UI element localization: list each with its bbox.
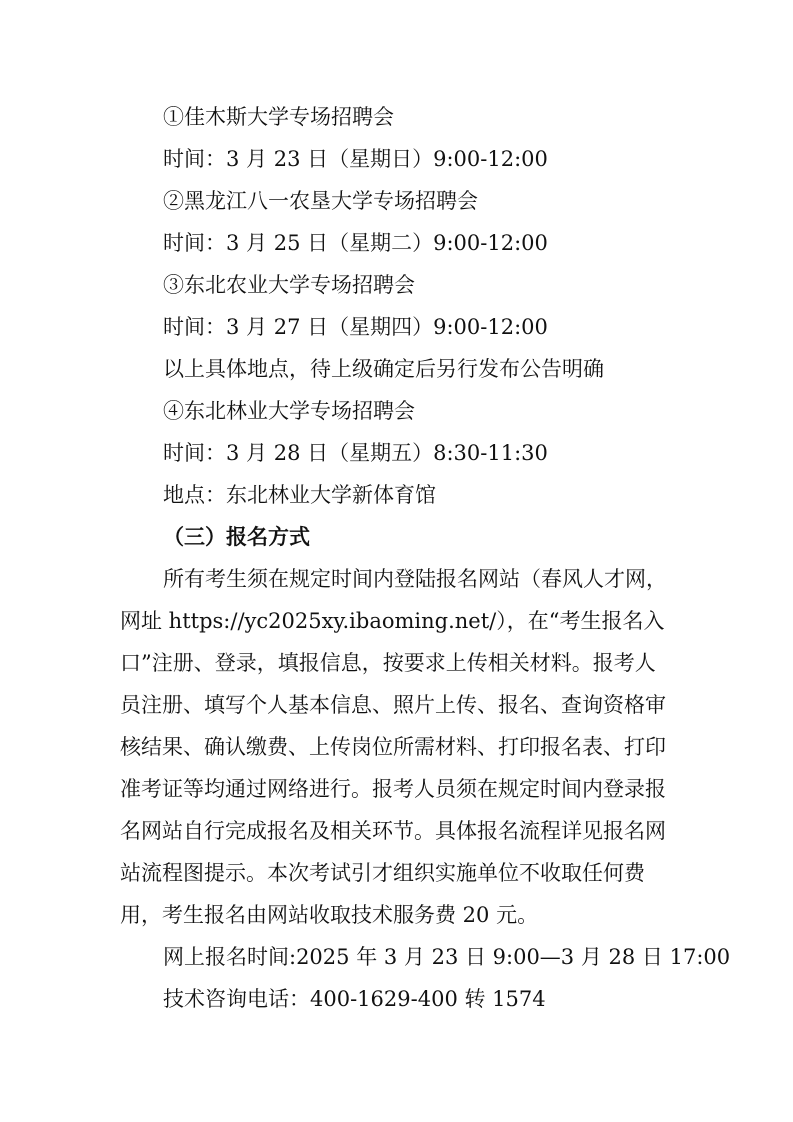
registration-time: 网上报名时间:2025 年 3 月 23 日 9:00—3 月 28 日 17:00 [163,945,731,969]
paragraph-line: 名网站自行完成报名及相关环节。具体报名流程详见报名网 [120,819,666,843]
section-heading: （三）报名方式 [163,524,310,549]
tech-support-phone: 技术咨询电话：400-1629-400 转 1574 [163,987,546,1011]
paragraph-line: 准考证等均通过网络进行。报考人员须在规定时间内登录报 [120,777,666,801]
paragraph-line: 员注册、填写个人基本信息、照片上传、报名、查询资格审 [120,693,666,717]
paragraph-line: 所有考生须在规定时间内登陆报名网站（春风人才网， [163,567,667,591]
session-3-title: ③东北农业大学专场招聘会 [163,273,415,297]
session-2-time: 时间：3 月 25 日（星期二）9:00-12:00 [163,231,548,255]
session-2-title: ②黑龙江八一农垦大学专场招聘会 [163,189,478,213]
location-note: 以上具体地点，待上级确定后另行发布公告明确 [163,357,604,381]
session-1-time: 时间：3 月 23 日（星期日）9:00-12:00 [163,147,548,171]
session-3-time: 时间：3 月 27 日（星期四）9:00-12:00 [163,315,548,339]
paragraph-line: 核结果、确认缴费、上传岗位所需材料、打印报名表、打印 [120,735,666,759]
session-4-location: 地点：东北林业大学新体育馆 [163,483,436,507]
paragraph-line: 站流程图提示。本次考试引才组织实施单位不收取任何费 [120,861,645,885]
paragraph-line: 用，考生报名由网站收取技术服务费 20 元。 [120,903,539,927]
paragraph-line: 口”注册、登录，填报信息，按要求上传相关材料。报考人 [120,651,656,675]
session-1-title: ①佳木斯大学专场招聘会 [163,105,394,129]
session-4-time: 时间：3 月 28 日（星期五）8:30-11:30 [163,441,548,465]
session-4-title: ④东北林业大学专场招聘会 [163,399,415,423]
paragraph-line: 网址 https://yc2025xy.ibaoming.net/），在“考生报名入 [120,609,665,633]
